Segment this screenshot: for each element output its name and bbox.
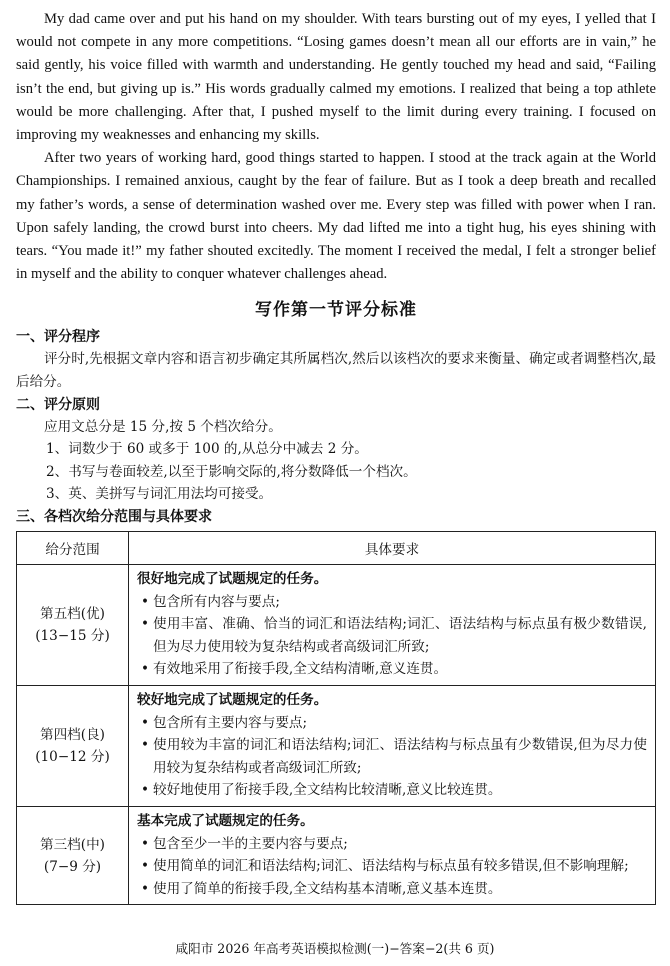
level-cell xyxy=(17,806,129,904)
requirements-cell xyxy=(129,685,656,806)
bullet-icon: • xyxy=(140,880,150,897)
principle-item-1: 1、词数少于 60 或多于 100 的,从总分中减去 2 分。 xyxy=(46,441,368,458)
level-name: 第四档(良) xyxy=(40,726,105,743)
heading-scoring-procedure: 一、评分程序 xyxy=(16,329,100,346)
col-header-requirements: 具体要求 xyxy=(129,532,656,565)
english-passage xyxy=(16,8,656,286)
requirement-summary: 基本完成了试题规定的任务。 xyxy=(137,812,314,829)
table-row xyxy=(17,565,656,686)
level-range: (7−9 分) xyxy=(43,858,102,875)
requirement-summary: 很好地完成了试题规定的任务。 xyxy=(137,571,328,587)
requirement-item: • 有效地采用了衔接手段,全文结构清晰,意义连贯。 xyxy=(137,658,647,681)
requirement-summary: 较好地完成了试题规定的任务。 xyxy=(137,691,328,708)
section-title: 写作第一节评分标准 xyxy=(255,300,417,321)
table-row xyxy=(17,806,656,904)
english-paragraph-2: After two years of working hard, good things started to happen. I stood at the track again at the World Championships. I remained anxious, caught by the fear of failure. But as I took a deep breath and recalled my father’s words, a sense of determination washed over me. Every step was filled with power when I ran. Upon safely landing, the crowd burst into cheers. My dad lifted me into a tight hug, his eyes shining with tears. “You made it!” my father shouted excitedly. The moment I received the medal, I felt a stronger belief in myself and the ability to conquer whatever challenges ahead. xyxy=(16,150,656,283)
requirements-cell xyxy=(129,806,656,904)
principle-item-2: 2、书写与卷面较差,以至于影响交际的,将分数降低一个档次。 xyxy=(46,463,417,480)
heading-level-requirements: 三、各档次给分范围与具体要求 xyxy=(16,509,212,525)
bullet-icon: • xyxy=(140,661,150,678)
requirement-item: • 包含所有主要内容与要点; xyxy=(137,712,647,735)
requirement-item: • 较好地使用了衔接手段,全文结构比较清晰,意义比较连贯。 xyxy=(137,779,647,802)
col-header-range: 给分范围 xyxy=(17,532,129,565)
requirement-item: • 使用丰富、准确、恰当的词汇和语法结构;词汇、语法结构与标点虽有极少数错误,但为尽力使用较为复杂结构或者高级词汇所致; xyxy=(137,613,647,658)
page-footer: 咸阳市 2026 年高考英语模拟检测(一)−答案−2(共 6 页) xyxy=(175,941,495,956)
requirement-item: • 使用较为丰富的词汇和语法结构;词汇、语法结构与标点虽有少数错误,但为尽力使用较为复杂结构或者高级词汇所致; xyxy=(137,734,647,779)
bullet-icon: • xyxy=(140,714,150,731)
scoring-procedure-text: 评分时,先根据文章内容和语言初步确定其所属档次,然后以该档次的要求来衡量、确定或者调整档次,最后给分。 xyxy=(16,351,656,391)
bullet-icon: • xyxy=(140,782,150,799)
level-name: 第五档(优) xyxy=(40,605,105,622)
bullet-icon: • xyxy=(140,835,150,852)
requirement-item: • 包含至少一半的主要内容与要点; xyxy=(137,833,647,856)
bullet-icon: • xyxy=(140,737,150,754)
requirement-item: • 使用了简单的衔接手段,全文结构基本清晰,意义基本连贯。 xyxy=(137,878,647,901)
level-range: (10−12 分) xyxy=(35,748,110,765)
principles-intro: 应用文总分是 15 分,按 5 个档次给分。 xyxy=(44,418,282,435)
english-paragraph-1: My dad came over and put his hand on my shoulder. With tears bursting out of my eyes, I yelled that I would not compete in any more competitions. “Losing games doesn’t mean all our efforts are in vain,” he said gently, his voice filled with warmth and understanding. He gently touched my head and said, “Failing isn’t the end, but giving up is.” His words gradually calmed my emotions. I realized that being a top athlete would be more challenging. After that, I pushed myself to the limit during every training. I focused on improving my weaknesses and enhancing my skills. xyxy=(16,11,656,144)
grading-table xyxy=(16,531,656,905)
requirement-item: • 包含所有内容与要点; xyxy=(137,591,647,614)
heading-scoring-principles: 二、评分原则 xyxy=(16,396,100,413)
table-header-row xyxy=(17,532,656,565)
requirements-cell xyxy=(129,565,656,686)
level-cell xyxy=(17,565,129,686)
requirement-item: • 使用简单的词汇和语法结构;词汇、语法结构与标点虽有较多错误,但不影响理解; xyxy=(137,855,647,878)
table-row xyxy=(17,685,656,806)
level-cell xyxy=(17,685,129,806)
principle-item-3: 3、英、美拼写与词汇用法均可接受。 xyxy=(46,486,273,503)
bullet-icon: • xyxy=(140,593,150,610)
level-name: 第三档(中) xyxy=(40,836,105,853)
bullet-icon: • xyxy=(140,616,150,633)
level-range: (13−15 分) xyxy=(35,627,110,644)
bullet-icon: • xyxy=(140,858,150,875)
